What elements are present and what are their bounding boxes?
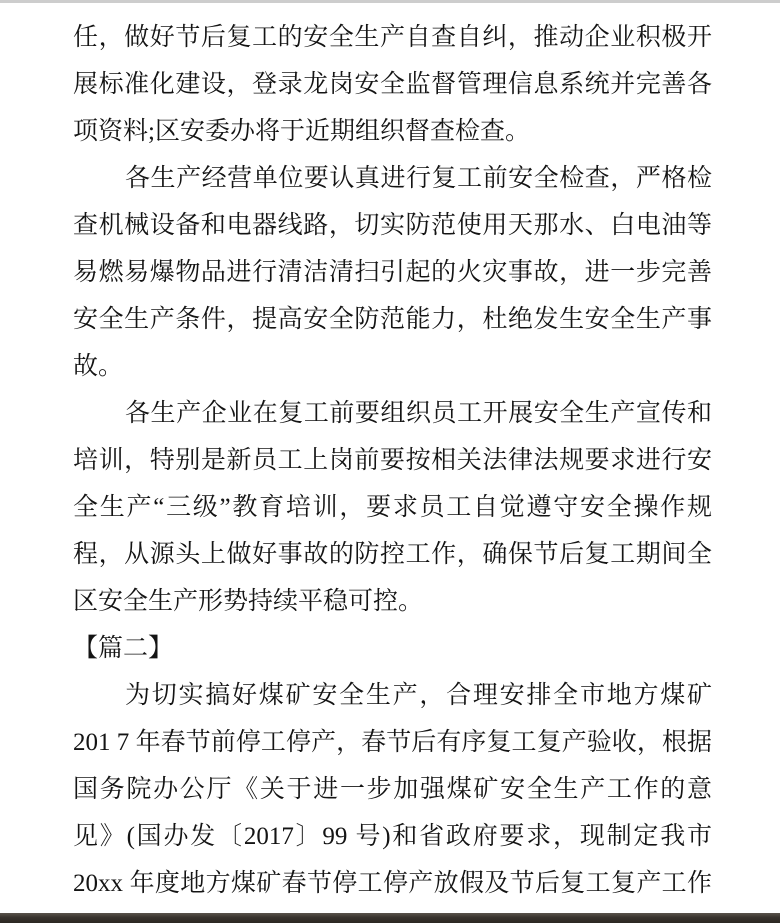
text-line: 各生产企业在复工前要组织员工开展安全生产宣传和 [125, 400, 712, 427]
text-line: 【篇二】 [73, 635, 174, 662]
text-line: 安全生产条件，提高安全防范能力，杜绝发生安全生产事 [73, 306, 712, 333]
text-line: 任，做好节后复工的安全生产自查自纠，推动企业积极开 [73, 24, 712, 51]
paragraph [73, 155, 712, 390]
text-line: 20xx 年度地方煤矿春节停工停产放假及节后复工复产工作 [73, 870, 712, 897]
text-line: 为切实搞好煤矿安全生产，合理安排全市地方煤矿 [125, 682, 712, 709]
text-line: 各生产经营单位要认真进行复工前安全检查，严格检 [125, 165, 712, 192]
text-line: 区安全生产形势持续平稳可控。 [73, 588, 424, 615]
text-line: 项资料;区安委办将于近期组织督查检查。 [73, 118, 530, 145]
text-line: 国务院办公厅《关于进一步加强煤矿安全生产工作的意 [73, 776, 712, 803]
text-line: 程，从源头上做好事故的防控工作，确保节后复工期间全 [73, 541, 712, 568]
paragraph [73, 625, 712, 672]
paragraph [73, 672, 712, 907]
text-line: 全生产“三级”教育培训，要求员工自觉遵守安全操作规 [73, 494, 712, 521]
text-line: 201 7 年春节前停工停产，春节后有序复工复产验收，根据 [73, 729, 712, 756]
text-line: 查机械设备和电器线路，切实防范使用天那水、白电油等 [73, 212, 712, 239]
page-top-edge [0, 0, 780, 3]
document-content [73, 14, 712, 907]
text-line: 易燃易爆物品进行清洁清扫引起的火灾事故，进一步完善 [73, 259, 712, 286]
text-line: 展标准化建设，登录龙岗安全监督管理信息系统并完善各 [73, 71, 712, 98]
paragraph [73, 390, 712, 625]
paragraph [73, 14, 712, 155]
page-bottom-bar [0, 913, 780, 923]
text-line: 培训，特别是新员工上岗前要按相关法律法规要求进行安 [73, 447, 712, 474]
text-line: 见》(国办发〔2017〕99 号)和省政府要求，现制定我市 [73, 823, 712, 850]
text-line: 故。 [73, 353, 124, 380]
